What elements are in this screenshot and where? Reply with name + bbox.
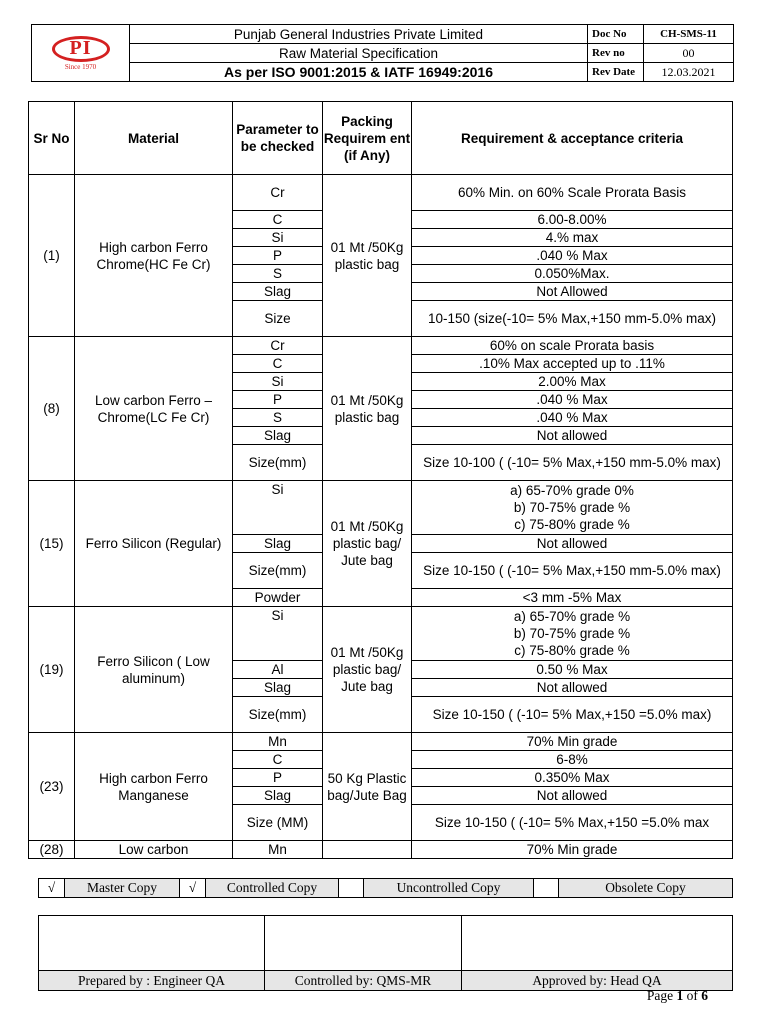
- parameter-cell: P: [233, 769, 323, 787]
- table-row: [29, 481, 733, 535]
- criteria-cell: [412, 481, 733, 535]
- approved-signature-box[interactable]: [462, 916, 733, 971]
- header-sr-no: Sr No: [29, 102, 75, 175]
- criteria-line: c) 75-80% grade %: [514, 643, 630, 658]
- company-name: Punjab General Industries Private Limited: [130, 25, 588, 44]
- uncontrolled-copy-label: Uncontrolled Copy: [364, 879, 534, 898]
- criteria-cell: Not allowed: [412, 679, 733, 697]
- criteria-cell: .10% Max accepted up to .11%: [412, 355, 733, 373]
- sr-no-cell: (8): [29, 337, 75, 481]
- material-cell: High carbon Ferro Manganese: [75, 733, 233, 841]
- parameter-cell: Si: [233, 373, 323, 391]
- header-material: Material: [75, 102, 233, 175]
- criteria-line: a) 65-70% grade 0%: [510, 483, 634, 498]
- criteria-line: b) 70-75% grade %: [513, 500, 631, 515]
- criteria-cell: 2.00% Max: [412, 373, 733, 391]
- pi-logo-icon: PI: [52, 36, 110, 62]
- material-cell: Low carbon: [75, 841, 233, 859]
- table-row: [29, 337, 733, 355]
- packing-cell: 50 Kg Plastic bag/Jute Bag: [323, 733, 412, 841]
- parameter-cell: P: [233, 247, 323, 265]
- obsolete-copy-label: Obsolete Copy: [559, 879, 733, 898]
- parameter-cell: Powder: [233, 589, 323, 607]
- criteria-cell: 6.00-8.00%: [412, 211, 733, 229]
- parameter-cell: P: [233, 391, 323, 409]
- parameter-cell: Si: [233, 607, 323, 661]
- criteria-cell: 70% Min grade: [412, 841, 733, 859]
- criteria-cell: .040 % Max: [412, 409, 733, 427]
- rev-date-value: 12.03.2021: [644, 63, 734, 82]
- standard-reference: As per ISO 9001:2015 & IATF 16949:2016: [130, 63, 588, 82]
- parameter-cell: C: [233, 211, 323, 229]
- doc-no-label: Doc No: [588, 25, 644, 44]
- parameter-cell: S: [233, 409, 323, 427]
- parameter-cell: Slag: [233, 283, 323, 301]
- table-row: [29, 841, 733, 859]
- parameter-cell: Mn: [233, 733, 323, 751]
- table-row: [29, 175, 733, 211]
- parameter-cell: Si: [233, 229, 323, 247]
- material-cell: Low carbon Ferro –Chrome(LC Fe Cr): [75, 337, 233, 481]
- parameter-cell: Size (MM): [233, 805, 323, 841]
- parameter-cell: Slag: [233, 535, 323, 553]
- criteria-cell: Not allowed: [412, 427, 733, 445]
- parameter-cell: Slag: [233, 787, 323, 805]
- parameter-cell: Size(mm): [233, 445, 323, 481]
- criteria-cell: 0.350% Max: [412, 769, 733, 787]
- criteria-cell: 0.50 % Max: [412, 661, 733, 679]
- logo-since-text: Since 1970: [64, 62, 97, 71]
- page-total: 6: [701, 988, 708, 1003]
- parameter-cell: Size(mm): [233, 553, 323, 589]
- sr-no-cell: (19): [29, 607, 75, 733]
- material-cell: High carbon Ferro Chrome(HC Fe Cr): [75, 175, 233, 337]
- packing-cell: 01 Mt /50Kg plastic bag: [323, 337, 412, 481]
- page-current: 1: [676, 988, 684, 1003]
- controlled-by-label: Controlled by: QMS-MR: [265, 971, 462, 991]
- header-packing: Packing Requirem ent (if Any): [323, 102, 412, 175]
- uncontrolled-copy-checkbox[interactable]: [339, 879, 364, 898]
- criteria-cell: Size 10-100 ( (-10= 5% Max,+150 mm-5.0% max): [412, 445, 733, 481]
- parameter-cell: C: [233, 355, 323, 373]
- packing-cell: [323, 841, 412, 859]
- sr-no-cell: (15): [29, 481, 75, 607]
- parameter-cell: Si: [233, 481, 323, 535]
- criteria-cell: 60% on scale Prorata basis: [412, 337, 733, 355]
- master-copy-label: Master Copy: [65, 879, 180, 898]
- criteria-cell: Not Allowed: [412, 283, 733, 301]
- criteria-cell: .040 % Max: [412, 247, 733, 265]
- criteria-cell: Not allowed: [412, 535, 733, 553]
- parameter-cell: Cr: [233, 337, 323, 355]
- document-header: [31, 24, 734, 82]
- criteria-line: c) 75-80% grade %: [514, 517, 630, 532]
- master-copy-checkbox[interactable]: √: [39, 879, 65, 898]
- company-logo: [32, 36, 129, 71]
- approved-by-label: Approved by: Head QA: [462, 971, 733, 991]
- material-cell: Ferro Silicon ( Low aluminum): [75, 607, 233, 733]
- parameter-cell: Mn: [233, 841, 323, 859]
- prepared-signature-box[interactable]: [39, 916, 265, 971]
- parameter-cell: Size(mm): [233, 697, 323, 733]
- table-row: [29, 733, 733, 751]
- page-number: [647, 988, 708, 1004]
- rev-no-value: 00: [644, 44, 734, 63]
- material-cell: Ferro Silicon (Regular): [75, 481, 233, 607]
- controlled-signature-box[interactable]: [265, 916, 462, 971]
- document-title: Raw Material Specification: [130, 44, 588, 63]
- packing-cell: 01 Mt /50Kg plastic bag: [323, 175, 412, 337]
- copy-status-bar: [38, 878, 733, 898]
- criteria-cell: 4.% max: [412, 229, 733, 247]
- criteria-cell: Size 10-150 ( (-10= 5% Max,+150 =5.0% max: [412, 805, 733, 841]
- criteria-cell: Size 10-150 ( (-10= 5% Max,+150 =5.0% max): [412, 697, 733, 733]
- parameter-cell: C: [233, 751, 323, 769]
- parameter-cell: Size: [233, 301, 323, 337]
- header-parameter: Parameter to be checked: [233, 102, 323, 175]
- parameter-cell: Cr: [233, 175, 323, 211]
- criteria-line: b) 70-75% grade %: [513, 626, 631, 641]
- criteria-cell: Size 10-150 ( (-10= 5% Max,+150 mm-5.0% max): [412, 553, 733, 589]
- sr-no-cell: (1): [29, 175, 75, 337]
- parameter-cell: S: [233, 265, 323, 283]
- rev-no-label: Rev no: [588, 44, 644, 63]
- page-prefix: Page: [646, 988, 674, 1003]
- criteria-cell: 10-150 (size(-10= 5% Max,+150 mm-5.0% max): [412, 301, 733, 337]
- table-header-row: [29, 102, 733, 175]
- criteria-cell: 6-8%: [412, 751, 733, 769]
- parameter-cell: Al: [233, 661, 323, 679]
- controlled-copy-checkbox[interactable]: √: [180, 879, 206, 898]
- criteria-cell: 60% Min. on 60% Scale Prorata Basis: [412, 175, 733, 211]
- rev-date-label: Rev Date: [588, 63, 644, 82]
- criteria-cell: <3 mm -5% Max: [412, 589, 733, 607]
- doc-no-value: CH-SMS-11: [644, 25, 734, 44]
- header-criteria: Requirement & acceptance criteria: [412, 102, 733, 175]
- criteria-line: a) 65-70% grade %: [513, 609, 631, 624]
- packing-cell: 01 Mt /50Kg plastic bag/ Jute bag: [323, 607, 412, 733]
- criteria-cell: 70% Min grade: [412, 733, 733, 751]
- company-logo-cell: [32, 25, 130, 82]
- packing-cell: 01 Mt /50Kg plastic bag/ Jute bag: [323, 481, 412, 607]
- sr-no-cell: (23): [29, 733, 75, 841]
- signature-block: [38, 915, 733, 991]
- table-row: [29, 607, 733, 661]
- criteria-cell: .040 % Max: [412, 391, 733, 409]
- page-of: of: [686, 988, 698, 1003]
- prepared-by-label: Prepared by : Engineer QA: [39, 971, 265, 991]
- specification-table: [28, 101, 733, 859]
- obsolete-copy-checkbox[interactable]: [534, 879, 559, 898]
- criteria-cell: 0.050%Max.: [412, 265, 733, 283]
- criteria-cell: [412, 607, 733, 661]
- parameter-cell: Slag: [233, 679, 323, 697]
- parameter-cell: Slag: [233, 427, 323, 445]
- criteria-cell: Not allowed: [412, 787, 733, 805]
- controlled-copy-label: Controlled Copy: [206, 879, 339, 898]
- sr-no-cell: (28): [29, 841, 75, 859]
